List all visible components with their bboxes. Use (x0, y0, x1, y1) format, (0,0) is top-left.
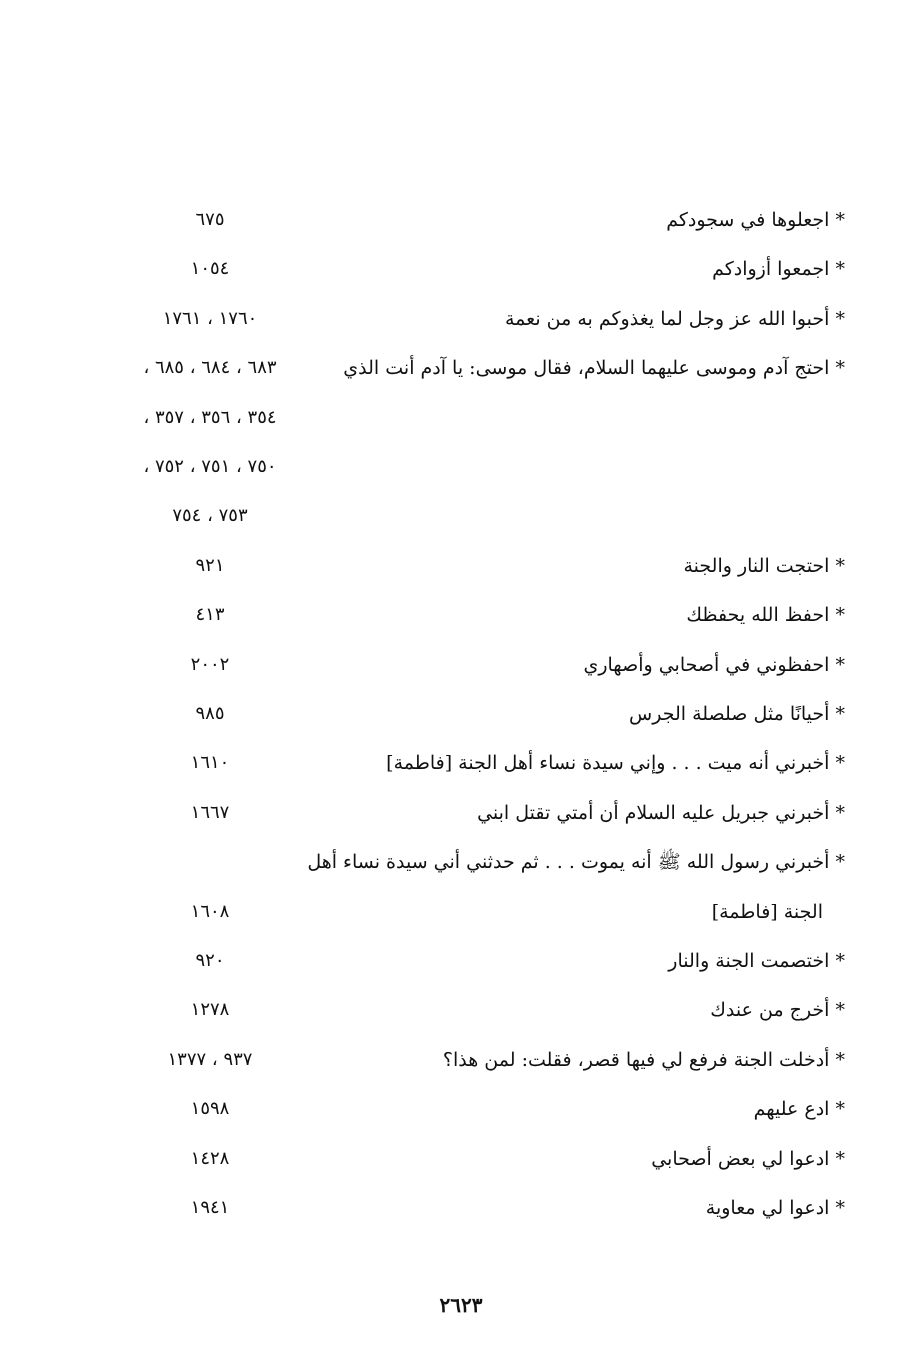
index-entry (120, 993, 845, 1027)
entry-hadith-text: اختصمت الجنة والنار (668, 950, 830, 972)
entry-hadith-text: الجنة [فاطمة] (711, 901, 823, 923)
entry-reference-numbers: ٧٥٠ ، ٧٥١ ، ٧٥٢ ، (143, 456, 277, 477)
entry-reference-numbers: ٧٥٣ ، ٧٥٤ (172, 505, 248, 526)
entry-hadith-text: أدخلت الجنة فرفع لي فيها قصر، فقلت: لمن هذا؟ (442, 1049, 830, 1071)
entry-hadith-text: احفظ الله يحفظك (686, 604, 830, 626)
entry-text (651, 1142, 845, 1176)
entry-reference-numbers: ١٠٥٤ (190, 258, 230, 279)
entry-hadith-text: اجمعوا أزوادكم (712, 258, 830, 280)
entry-text (686, 598, 845, 632)
entry-reference-numbers: ٦٨٣ ، ٦٨٤ ، ٦٨٥ ، (143, 357, 277, 378)
entry-text (477, 796, 845, 830)
index-entry (120, 895, 845, 929)
entry-hadith-text: اجعلوها في سجودكم (666, 209, 830, 231)
entry-hadith-text: احتج آدم وموسى عليهما السلام، فقال موسى: يا آدم أنت الذي (343, 357, 830, 379)
entry-reference-numbers: ٩٣٧ ، ١٣٧٧ (167, 1049, 253, 1070)
entry-reference-numbers: ١٩٤١ (190, 1197, 230, 1218)
index-entry (120, 1191, 845, 1225)
asterisk-marker-icon: * (829, 851, 845, 873)
entry-hadith-text: أخبرني أنه ميت . . . وإني سيدة نساء أهل الجنة [فاطمة] (386, 752, 830, 774)
index-entry (120, 499, 845, 533)
entry-reference-numbers: ١٤٢٨ (190, 1148, 230, 1169)
entry-text (583, 648, 845, 682)
entry-reference-numbers: ٦٧٥ (195, 209, 225, 230)
index-entry (120, 203, 845, 237)
entry-text (666, 203, 845, 237)
entry-reference-numbers: ١٥٩٨ (190, 1098, 230, 1119)
index-entry (120, 401, 845, 435)
entry-reference-numbers: ١٢٧٨ (190, 999, 230, 1020)
entry-hadith-text: أخبرني رسول الله ﷺ أنه يموت . . . ثم حدثني أني سيدة نساء أهل (307, 851, 830, 873)
asterisk-marker-icon: * (829, 752, 845, 774)
entry-text (668, 944, 845, 978)
asterisk-marker-icon: * (829, 357, 845, 379)
entry-text (343, 351, 845, 385)
asterisk-marker-icon: * (829, 604, 845, 626)
asterisk-marker-icon: * (829, 654, 845, 676)
entry-text (443, 1043, 845, 1077)
index-entry (120, 845, 845, 879)
entry-reference-numbers: ١٧٦٠ ، ١٧٦١ (162, 308, 258, 329)
index-entry (120, 450, 845, 484)
entry-text (712, 895, 823, 929)
entry-reference-numbers: ٩٨٥ (195, 703, 225, 724)
entry-text (629, 697, 845, 731)
entry-text (754, 1092, 845, 1126)
index-entry (120, 302, 845, 336)
asterisk-marker-icon: * (829, 555, 845, 577)
entry-reference-numbers: ١٦١٠ (190, 752, 230, 773)
entry-hadith-text: أحيانًا مثل صلصلة الجرس (629, 703, 830, 725)
asterisk-marker-icon: * (829, 999, 845, 1021)
asterisk-marker-icon: * (829, 802, 845, 824)
asterisk-marker-icon: * (829, 1148, 845, 1170)
entry-reference-numbers: ١٦٠٨ (190, 901, 230, 922)
index-entry (120, 549, 845, 583)
asterisk-marker-icon: * (829, 258, 845, 280)
entry-reference-numbers: ١٦٦٧ (190, 802, 230, 823)
entry-reference-numbers: ٩٢١ (195, 555, 225, 576)
asterisk-marker-icon: * (829, 1049, 845, 1071)
entry-hadith-text: ادعوا لي معاوية (705, 1197, 830, 1219)
asterisk-marker-icon: * (829, 209, 845, 231)
index-entry (120, 351, 845, 385)
index-entry (120, 1092, 845, 1126)
entry-reference-numbers: ٢٠٠٢ (190, 654, 230, 675)
entry-text (505, 302, 845, 336)
asterisk-marker-icon: * (829, 308, 845, 330)
entry-text (307, 845, 845, 879)
entry-text (706, 1191, 845, 1225)
entry-reference-numbers: ٣٥٤ ، ٣٥٦ ، ٣٥٧ ، (143, 407, 277, 428)
page-number: ٢٦٢٣ (439, 1293, 483, 1317)
entry-hadith-text: أخبرني جبريل عليه السلام أن أمتي تقتل ابني (477, 802, 830, 824)
entry-reference-numbers: ٩٢٠ (195, 950, 225, 971)
asterisk-marker-icon: * (829, 703, 845, 725)
index-entry (120, 1043, 845, 1077)
asterisk-marker-icon: * (829, 1098, 845, 1120)
entry-text (386, 746, 845, 780)
index-entry (120, 697, 845, 731)
index-entry (120, 796, 845, 830)
entry-text (712, 252, 845, 286)
asterisk-marker-icon: * (829, 1197, 845, 1219)
index-entry (120, 252, 845, 286)
index-entry (120, 746, 845, 780)
asterisk-marker-icon: * (829, 950, 845, 972)
entry-hadith-text: احفظوني في أصحابي وأصهاري (583, 654, 830, 676)
entry-reference-numbers: ٤١٣ (195, 604, 225, 625)
index-entry (120, 944, 845, 978)
entry-hadith-text: ادعوا لي بعض أصحابي (651, 1148, 830, 1170)
entry-hadith-text: أحبوا الله عز وجل لما يغذوكم به من نعمة (505, 308, 830, 330)
index-entry (120, 598, 845, 632)
entry-text (710, 993, 845, 1027)
entry-text (684, 549, 846, 583)
entry-hadith-text: ادع عليهم (753, 1098, 830, 1120)
entry-hadith-text: أخرج من عندك (710, 999, 830, 1021)
index-entry (120, 1142, 845, 1176)
entry-hadith-text: احتجت النار والجنة (683, 555, 830, 577)
index-entry (120, 648, 845, 682)
